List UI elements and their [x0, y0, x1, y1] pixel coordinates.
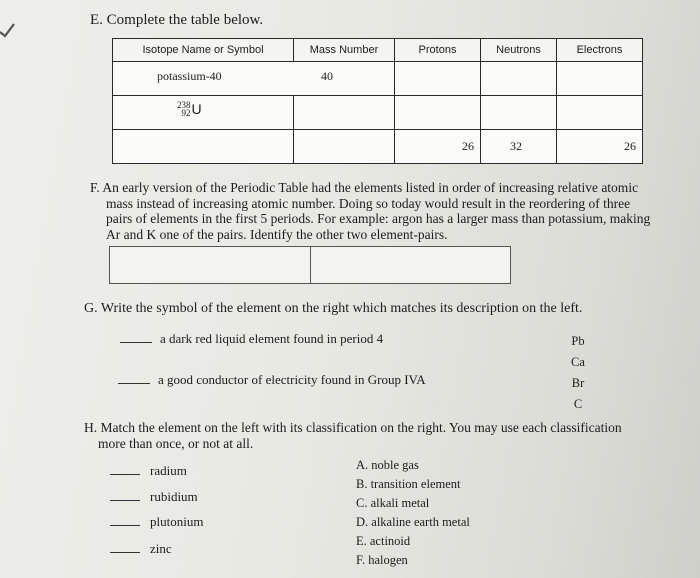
section-g-title: G. Write the symbol of the element on the right which matches its description on the left.: [84, 301, 583, 316]
check-mark-icon: [0, 22, 16, 38]
row2-mass-cell[interactable]: [294, 96, 395, 130]
row2-mass-superscript: 238: [177, 100, 191, 110]
row2-electrons-cell[interactable]: [557, 96, 643, 130]
classification-option: B. transition element: [356, 477, 461, 491]
section-f-line1: F. An early version of the Periodic Table had the elements listed in order of increasing relative atomic: [90, 180, 639, 195]
uranium-nuclide-symbol: [177, 101, 202, 117]
element-name: rubidium: [150, 489, 198, 504]
symbol-option: C: [573, 397, 583, 411]
header-neutrons: Neutrons: [481, 39, 557, 62]
header-mass-number: Mass Number: [294, 39, 395, 62]
answer-blank[interactable]: [110, 500, 140, 501]
row2-isotope-cell: [113, 96, 294, 130]
element-symbol-list: [566, 331, 590, 415]
row3-neutrons-value: 32: [510, 139, 522, 153]
answer-blank[interactable]: [110, 552, 140, 553]
row2-atomic-subscript: 92: [181, 108, 191, 118]
element-name: radium: [150, 463, 187, 478]
answer-blank[interactable]: [118, 383, 150, 384]
section-h-element-rubidium: [110, 489, 198, 505]
row1-mass-number: 40: [321, 69, 333, 83]
section-f-line4: Ar and K one of the pairs. Identify the other two element-pairs.: [106, 226, 448, 242]
table-row: [113, 62, 643, 96]
section-h-element-zinc: [110, 541, 172, 557]
section-f-question: [90, 180, 660, 242]
answer-blank[interactable]: [110, 525, 140, 526]
symbol-option: Ca: [571, 355, 585, 369]
header-isotope: Isotope Name or Symbol: [113, 39, 294, 62]
element-name: zinc: [150, 541, 172, 556]
row3-mass-cell[interactable]: [294, 130, 395, 164]
row2-neutrons-cell[interactable]: [481, 96, 557, 130]
table-row: [113, 130, 643, 164]
symbol-option: Br: [571, 376, 585, 390]
classification-option: F. halogen: [356, 553, 408, 567]
section-h-element-radium: [110, 463, 187, 479]
section-h-element-plutonium: [110, 514, 203, 530]
row3-protons-value: 26: [462, 139, 474, 153]
table-header-row: [113, 39, 643, 62]
section-e-title: E. Complete the table below.: [90, 12, 264, 28]
classification-list: [356, 456, 470, 570]
row3-neutrons-cell: [481, 130, 557, 164]
header-protons: Protons: [395, 39, 481, 62]
section-g-item-2: [118, 372, 426, 388]
section-h-question: [84, 420, 644, 451]
section-h-line2: more than once, or not at all.: [98, 435, 254, 451]
row3-electrons-cell: [557, 130, 643, 164]
section-g-item-1: [120, 331, 383, 347]
row3-electrons-value: 26: [624, 139, 636, 153]
element-pairs-answer-box: [109, 246, 511, 284]
element-name: plutonium: [150, 514, 204, 529]
classification-option: E. actinoid: [356, 534, 411, 548]
answer-field-2[interactable]: [310, 247, 511, 283]
classification-option: C. alkali metal: [356, 496, 430, 510]
answer-field-1[interactable]: [110, 247, 310, 283]
header-electrons: Electrons: [557, 39, 643, 62]
symbol-option: Pb: [571, 334, 585, 348]
section-f-line2: mass instead of increasing atomic number. Doing so today would result in the reordering of three: [106, 195, 631, 211]
row2-element-symbol: U: [191, 101, 202, 117]
row3-isotope-cell[interactable]: [113, 130, 294, 164]
row1-electrons-cell[interactable]: [557, 62, 643, 96]
row1-isotope-name: potassium-40: [157, 69, 222, 83]
section-f-line3: pairs of elements in the first 5 periods. For example: argon has a larger mass than potassium, making: [106, 211, 651, 226]
table-row: [113, 96, 643, 130]
row2-protons-cell[interactable]: [395, 96, 481, 130]
section-h-line1: H. Match the element on the left with its classification on the right. You may use each classification: [84, 420, 622, 435]
section-g-item-1-text: a dark red liquid element found in period 4: [160, 331, 384, 346]
row1-name-mass-cell[interactable]: [113, 62, 395, 96]
isotope-table: [112, 38, 643, 164]
row1-protons-cell[interactable]: [395, 62, 481, 96]
answer-blank[interactable]: [120, 342, 152, 343]
row1-neutrons-cell[interactable]: [481, 62, 557, 96]
answer-blank[interactable]: [110, 474, 140, 475]
classification-option: D. alkaline earth metal: [356, 515, 470, 529]
section-g-item-2-text: a good conductor of electricity found in Group IVA: [158, 372, 426, 387]
classification-option: A. noble gas: [356, 458, 419, 472]
row3-protons-cell: [395, 130, 481, 164]
